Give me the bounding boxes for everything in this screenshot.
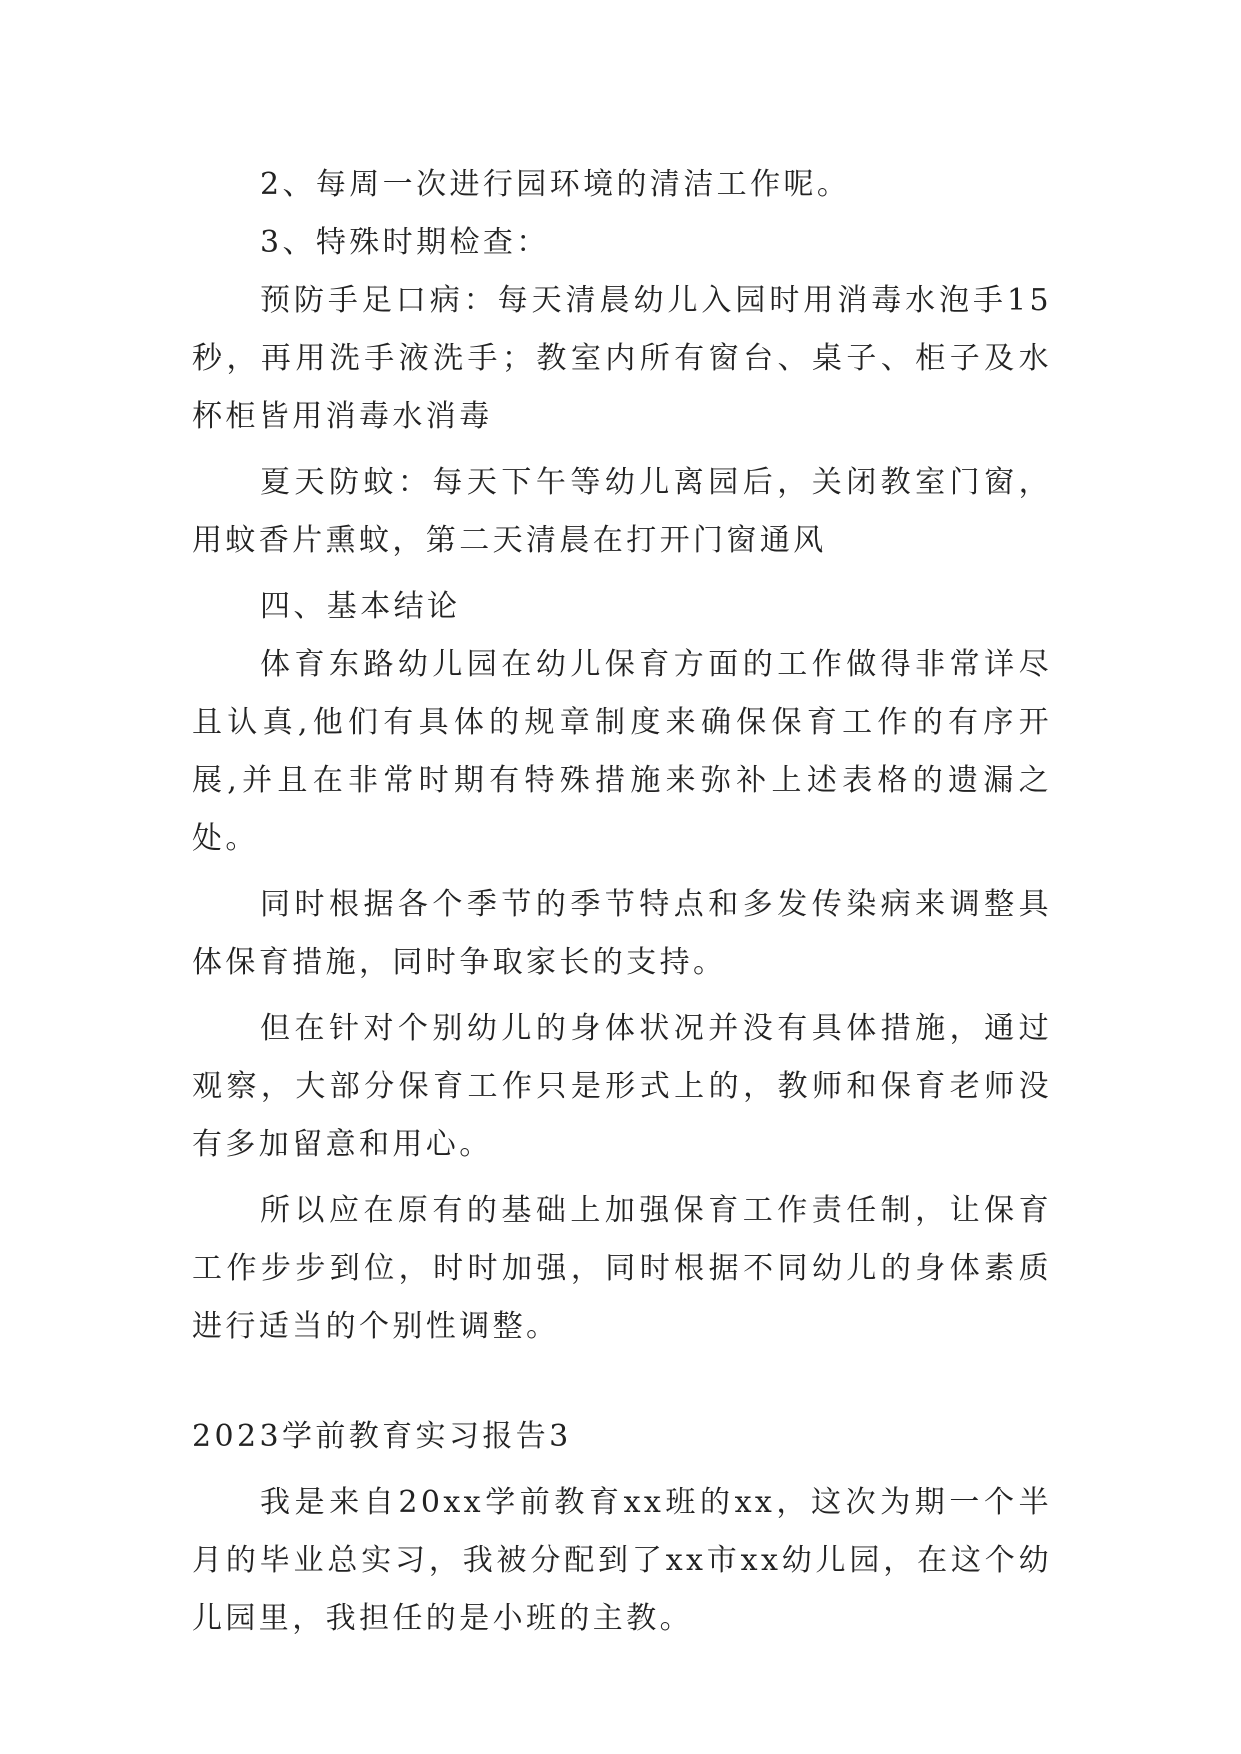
paragraph-conclusion-3: 但在针对个别幼儿的身体状况并没有具体措施，通过观察，大部分保育工作只是形式上的，教师和保育老师没有多加留意和用心。 bbox=[192, 1011, 1052, 1162]
paragraph-hand-foot-mouth: 预防手足口病：每天清晨幼儿入园时用消毒水泡手15秒，再用洗手液洗手；教室内所有窗台、桌子、柜子及水杯柜皆用消毒水消毒 bbox=[192, 283, 1052, 434]
paragraph-mosquito: 夏天防蚊：每天下午等幼儿离园后，关闭教室门窗，用蚊香片熏蚊，第二天清晨在打开门窗通风 bbox=[192, 465, 1052, 558]
paragraph-cleaning: 2、每周一次进行园环境的清洁工作呢。 bbox=[260, 167, 851, 202]
paragraph-intro: 我是来自20xx学前教育xx班的xx，这次为期一个半月的毕业总实习，我被分配到了xx市xx幼儿园，在这个幼儿园里，我担任的是小班的主教。 bbox=[192, 1485, 1052, 1636]
heading-conclusion: 四、基本结论 bbox=[260, 589, 461, 624]
paragraph-special-check: 3、特殊时期检查： bbox=[260, 225, 550, 260]
paragraph-conclusion-2: 同时根据各个季节的季节特点和多发传染病来调整具体保育措施，同时争取家长的支持。 bbox=[192, 887, 1052, 980]
section-title: 2023学前教育实习报告3 bbox=[192, 1419, 572, 1454]
paragraph-conclusion-4: 所以应在原有的基础上加强保育工作责任制，让保育工作步步到位，时时加强，同时根据不同幼儿的身体素质进行适当的个别性调整。 bbox=[192, 1193, 1052, 1344]
document-body bbox=[192, 156, 1052, 1656]
paragraph-conclusion-1: 体育东路幼儿园在幼儿保育方面的工作做得非常详尽且认真,他们有具体的规章制度来确保保育工作的有序开展,并且在非常时期有特殊措施来弥补上述表格的遗漏之处。 bbox=[192, 647, 1052, 856]
